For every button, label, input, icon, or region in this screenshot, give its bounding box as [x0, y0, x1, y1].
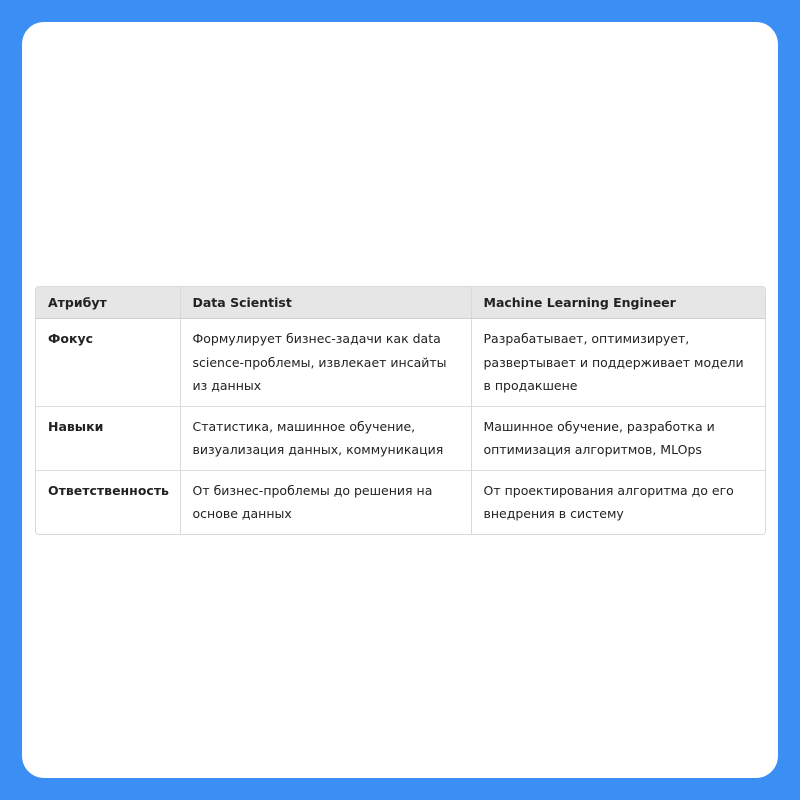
content-card	[22, 22, 778, 778]
row-attribute: Фокус	[36, 319, 180, 407]
table-row	[36, 319, 765, 407]
row-ml-engineer: Разрабатывает, оптимизирует, развертывает и поддерживает модели в продакшене	[471, 319, 765, 407]
table-header-row	[36, 287, 765, 319]
comparison-table	[35, 286, 766, 535]
row-attribute: Ответственность	[36, 470, 180, 534]
header-ml-engineer: Machine Learning Engineer	[471, 287, 765, 319]
row-data-scientist: От бизнес-проблемы до решения на основе данных	[180, 470, 471, 534]
row-ml-engineer: От проектирования алгоритма до его внедрения в систему	[483, 482, 734, 521]
row-attribute: Навыки	[36, 406, 180, 470]
table-row	[36, 470, 765, 534]
table-row	[36, 406, 765, 470]
row-data-scientist: Статистика, машинное обучение, визуализация данных, коммуникация	[180, 406, 471, 470]
row-ml-engineer: Машинное обучение, разработка и оптимизация алгоритмов, MLOps	[471, 406, 765, 470]
header-attribute: Атрибут	[36, 287, 180, 319]
header-data-scientist: Data Scientist	[180, 287, 471, 319]
row-data-scientist: Формулирует бизнес-задачи как data science-проблемы, извлекает инсайты из данных	[180, 319, 471, 407]
